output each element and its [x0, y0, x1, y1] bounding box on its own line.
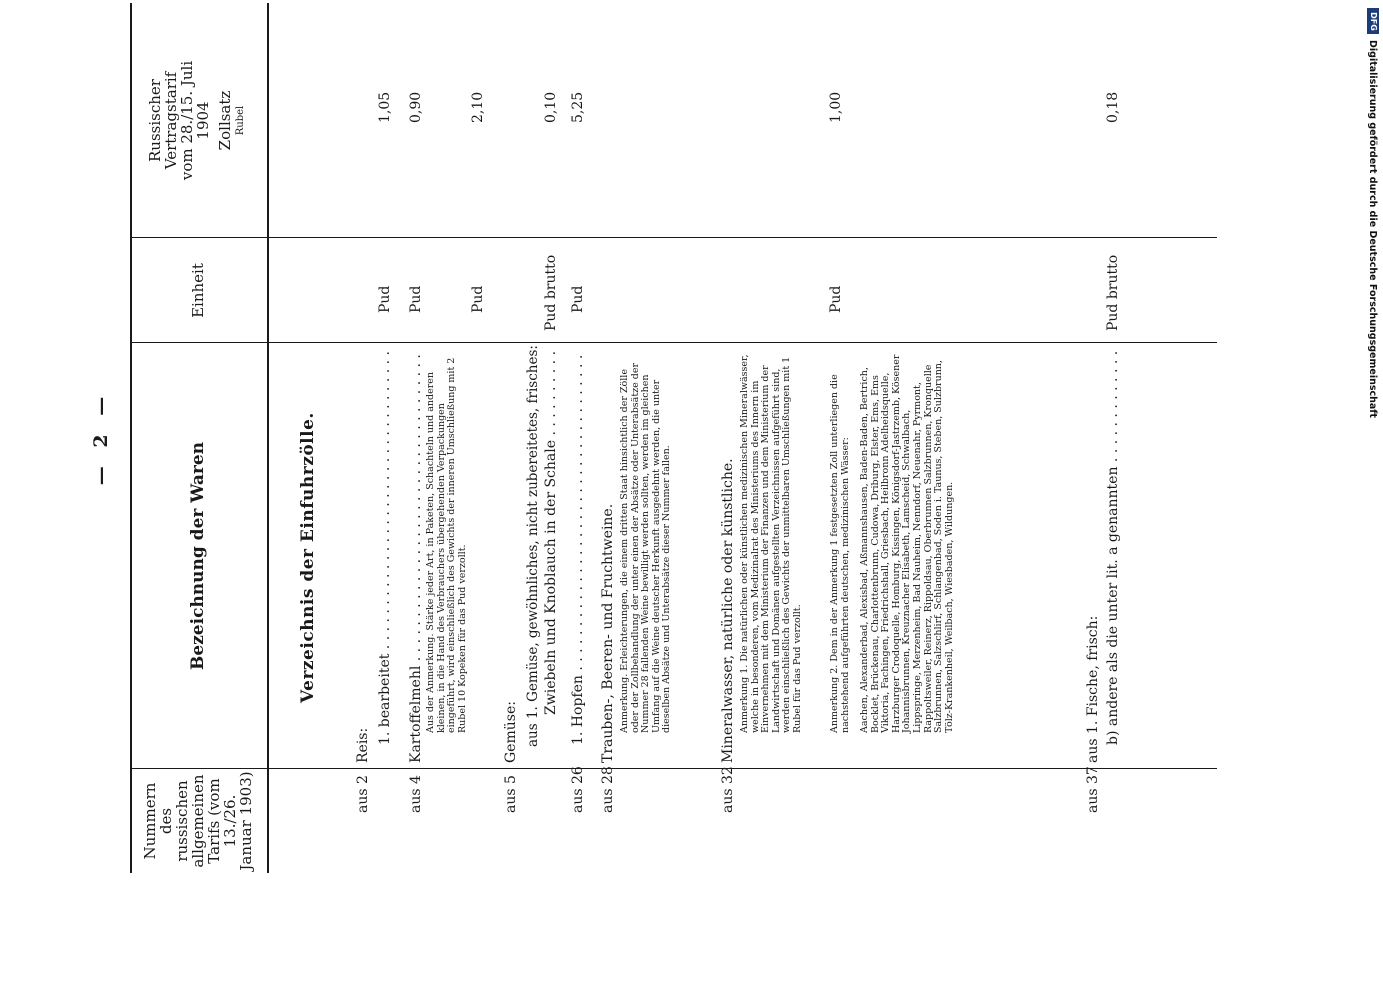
- row-note: Anmerkung 1. Die natürlichen oder künstlichen medizinischen Mineralwässer, welche in besonderen, vom Medizinalrat des Ministeriums des Innern im Einvernehmen mit dem Ministerium der Finanzen und dem Ministerium der Landwirtschaft und Domänen aufgestellten Verzeichnissen aufgeführt sind, werden einschließlich des Gewichts der unmittelbaren Umschließungen mit 1 Rubel für das Pud verzollt.: [739, 354, 803, 733]
- header-col-rate: Russischer Vertragstarif vom 28./15. Juli 1904 Zollsatz Rubel: [146, 60, 246, 181]
- row-item: 1. bearbeitet . . .: [377, 350, 393, 745]
- row-rate: 2,10: [470, 91, 486, 123]
- header-col-unit: Einheit: [189, 263, 207, 318]
- top-rule: [130, 3, 132, 873]
- row-label: Reis:: [355, 727, 371, 763]
- dfg-logo-icon: DFG: [1367, 8, 1379, 34]
- row-rate: 0,18: [1105, 91, 1121, 123]
- row-label: Gemüse:: [503, 701, 519, 763]
- row-note: Aus der Anmerkung. Stärke jeder Art, in Paketen, Schachteln und anderen kleinen, in die Hand des Verbrauchers übergehenden Verpackungen eingeführt, wird einschließlich des Gewichts der inneren Umschließung mit 2 Rubel 10 Kopeken für das Pud verzollt.: [425, 357, 468, 733]
- row-number: aus 5: [503, 775, 519, 813]
- rotated-page: [90, 3, 1230, 873]
- row-label: aus 1. Fische, frisch:: [1085, 615, 1101, 763]
- row-rate: 1,05: [377, 91, 393, 123]
- row-unit: Pud brutto: [543, 254, 559, 331]
- row-unit: Pud: [470, 285, 486, 313]
- row-number: aus 26: [570, 766, 586, 813]
- row-unit: Pud: [570, 285, 586, 313]
- header-rule: [267, 3, 269, 873]
- row-item: b) andere als die unter lit. a genannten . . .: [1105, 350, 1121, 745]
- tariff-table: [130, 3, 1230, 873]
- row-label: Mineralwasser, natürliche oder künstliche.: [720, 458, 736, 763]
- col-divider-1: [130, 768, 1217, 769]
- col-divider-3: [130, 237, 1217, 238]
- col-divider-2: [130, 342, 1217, 343]
- row-label: Trauben-, Beeren- und Fruchtweine.: [600, 503, 616, 763]
- row-number: aus 32: [720, 766, 736, 813]
- row-unit: Pud: [828, 285, 844, 313]
- row-note: Anmerkung. Erleichterungen, die einem dritten Staat hinsichtlich der Zölle oder der Zollbehandlung der unter einen der Absätze oder Unterabsätze der Nummer 28 fallenden Weine bewilligt werden sollten, werden im gleichen Umfang auf die Weine deutscher Herkunft ausgedehnt werden, die unter dieselben Absätze und Unterabsätze dieser Nummer fallen.: [619, 362, 673, 733]
- row-number: aus 37: [1085, 766, 1101, 813]
- row-label: Kartoffelmehl . . .: [408, 350, 424, 763]
- digitization-credit: Digitalisierung gefördert durch die Deutsche Forschungsgemeinschaft: [1367, 40, 1378, 418]
- row-number: aus 2: [355, 775, 371, 813]
- header-col-number: Nummern des russischen allgemeinen Tarifs (vom 13./26. Januar 1903): [141, 771, 255, 871]
- row-note-list: Aachen, Alexanderbad, Alexisbad, Aßmannshausen, Baden-Baden, Bertrich, Bocklet, Brückenau, Charlottenbrunn, Cudowa, Driburg, Elster, Ems, Ems Viktoria, Fachingen, Friedrichshall, Griesbach, Heilbronn Adelheidsquelle, Harzburger Crodoquelle, Homburg, Kissingen, Königsdorf-Jastrzemb, Kösener Johannisbrunnen, Kreuznacher Elisabeth, Lamscheid, Schwalbach, Lippspringe, Merzenheim, Bad Nauheim, Nenndorf, Neuenahr, Pyrmont, Rappoltsweiler, Reinerz, Rippoldsau, Oberbrunnen Salzbrunnen, Kronquelle Salzbrunnen, Salzschlirf, Schlangenbad, Soden i. Taunus, Steben, Sulzbrunn, Tölz-Krankenheil, Weilbach, Wiesbaden, Wildungen.: [859, 354, 955, 733]
- row-rate: 1,00: [828, 91, 844, 123]
- row-item: aus 1. Gemüse, gewöhnliches, nicht zubereitetes, frisches:: [525, 345, 541, 747]
- row-rate: 0,10: [543, 91, 559, 123]
- row-unit: Pud: [408, 285, 424, 313]
- row-rate: 0,90: [408, 91, 424, 123]
- row-number: aus 28: [600, 766, 616, 813]
- row-unit: Pud: [377, 285, 393, 313]
- page-number: — 2 —: [90, 390, 112, 486]
- header-col-goods: Bezeichnung der Waren: [188, 441, 208, 671]
- row-item-sub: Zwiebeln und Knoblauch in der Schale . . .: [543, 350, 559, 715]
- row-note-2: Anmerkung 2. Dem in der Anmerkung 1 festgesetzten Zoll unterliegen die nachstehend aufgeführten deutschen, medizinischen Wässer:: [829, 374, 851, 733]
- section-title: Verzeichnis der Einfuhrzölle.: [298, 412, 318, 703]
- row-item: 1. Hopfen . . .: [570, 350, 586, 745]
- row-rate: 5,25: [570, 91, 586, 123]
- row-unit: Pud brutto: [1105, 254, 1121, 331]
- row-number: aus 4: [408, 775, 424, 813]
